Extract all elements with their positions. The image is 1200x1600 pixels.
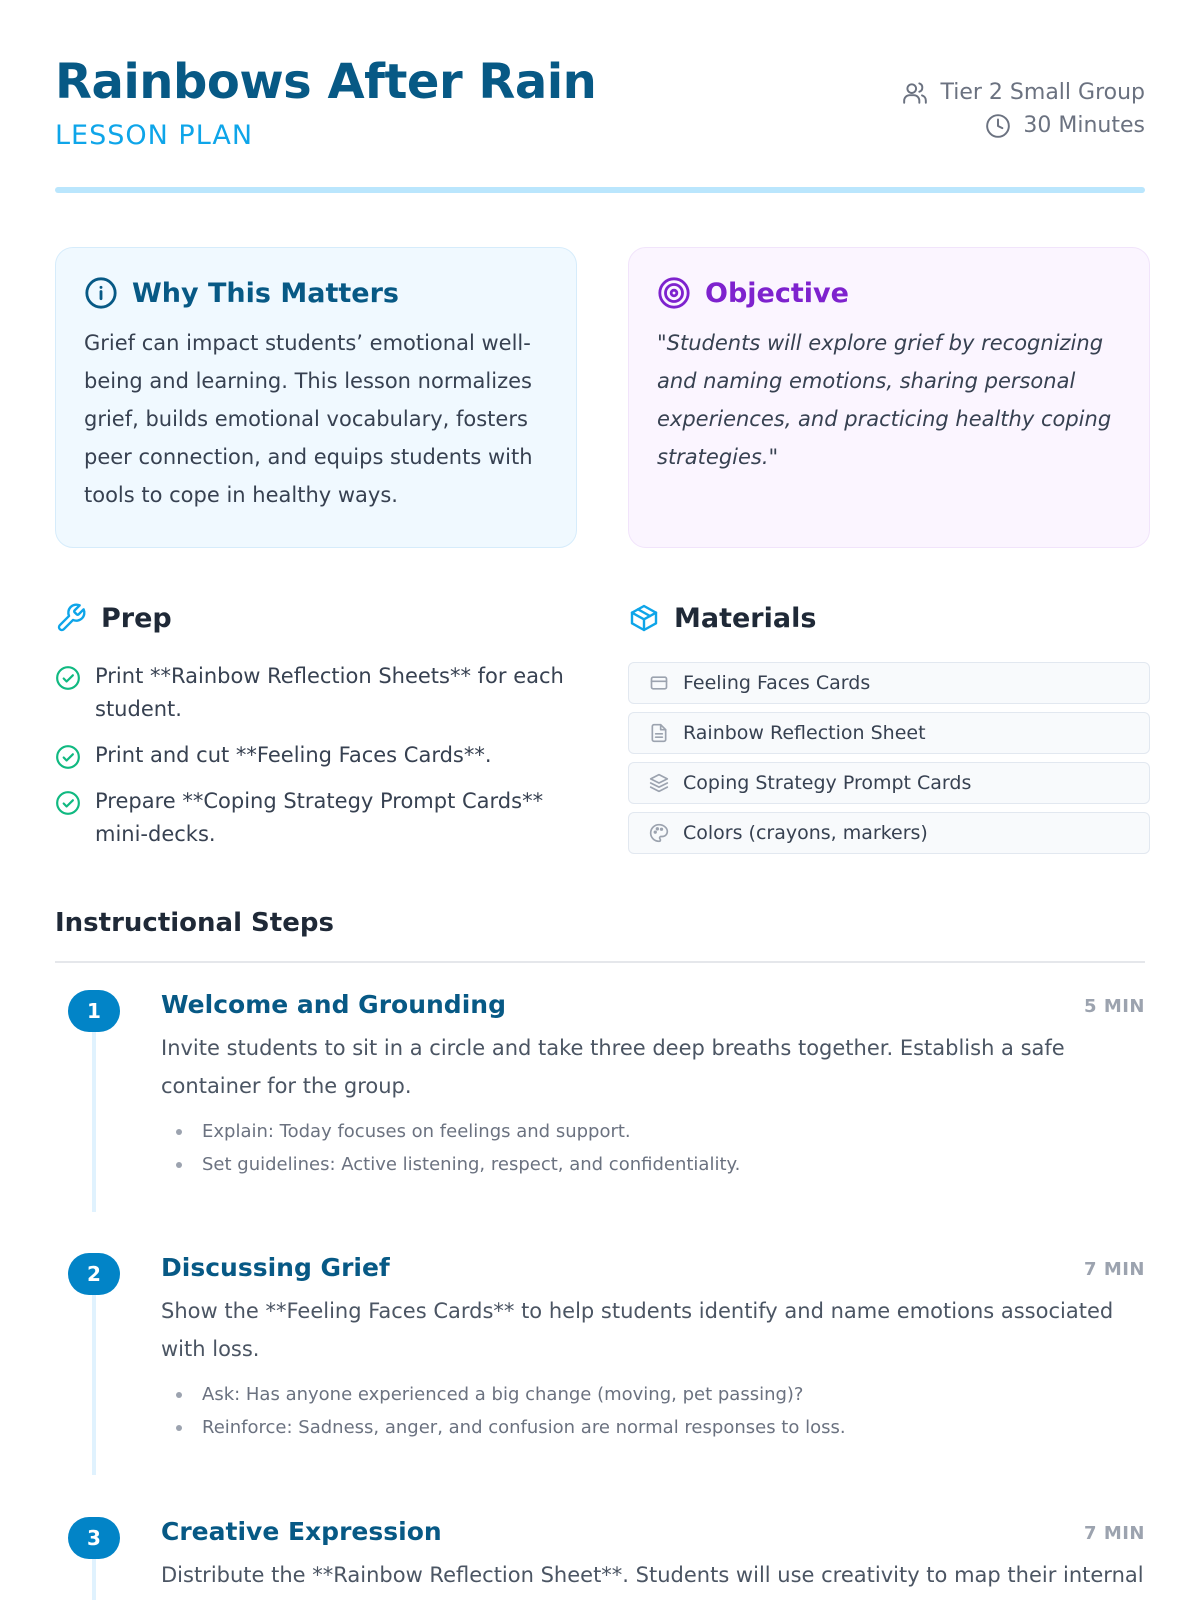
step-duration: 5 MIN	[1084, 996, 1145, 1017]
step-connector	[92, 1557, 96, 1600]
lesson-header	[55, 50, 1145, 196]
prep-item-text: Prepare **Coping Strategy Prompt Cards** mini-decks.	[95, 789, 544, 846]
palette-icon	[649, 823, 669, 843]
check-circle-icon	[55, 665, 81, 691]
step-description: Distribute the **Rainbow Reflection Sheet**. Students will use creativity to map their internal	[161, 1563, 1144, 1587]
step-connector	[92, 1293, 96, 1475]
objective-body: "Students will explore grief by recognizing and naming emotions, sharing personal experiences, and practicing healthy coping strategies."	[657, 331, 1112, 469]
page-subtitle: LESSON PLAN	[55, 120, 254, 151]
step-item	[55, 1517, 1145, 1600]
step-item	[55, 990, 1145, 1230]
prep-item	[55, 739, 575, 772]
step-number-badge: 1	[68, 990, 120, 1032]
wrench-icon	[55, 602, 87, 634]
step-description: Invite students to sit in a circle and take three deep breaths together. Establish a safe container for the group.	[161, 1036, 1065, 1098]
step-title: Welcome and Grounding	[161, 990, 506, 1019]
objective-title: Objective	[705, 277, 849, 309]
prep-title: Prep	[101, 602, 172, 634]
objective-card	[628, 247, 1150, 548]
material-label: Colors (crayons, markers)	[683, 822, 928, 844]
step-duration: 7 MIN	[1084, 1523, 1145, 1544]
steps-divider	[55, 961, 1145, 963]
prep-item-text: Print **Rainbow Reflection Sheets** for each student.	[95, 664, 564, 721]
step-title: Discussing Grief	[161, 1253, 390, 1282]
step-number-badge: 2	[68, 1253, 120, 1295]
prep-item-text: Print and cut **Feeling Faces Cards**.	[95, 743, 492, 767]
step-connector	[92, 1030, 96, 1212]
material-item	[628, 812, 1150, 854]
why-title: Why This Matters	[132, 277, 399, 309]
step-item	[55, 1253, 1145, 1493]
lesson-meta	[902, 76, 1145, 142]
target-icon	[657, 276, 691, 310]
document-icon	[649, 723, 669, 743]
package-icon	[628, 602, 660, 634]
step-duration: 7 MIN	[1084, 1259, 1145, 1280]
users-icon	[902, 80, 928, 106]
step-bullet: Ask: Has anyone experienced a big change (moving, pet passing)?	[161, 1378, 1145, 1411]
material-item	[628, 712, 1150, 754]
duration-meta	[902, 109, 1145, 142]
materials-title: Materials	[674, 602, 817, 634]
header-divider	[55, 187, 1145, 193]
prep-header	[55, 602, 172, 634]
check-circle-icon	[55, 790, 81, 816]
info-icon	[84, 276, 118, 310]
material-label: Feeling Faces Cards	[683, 672, 871, 694]
steps-title: Instructional Steps	[55, 908, 334, 938]
group-label: Tier 2 Small Group	[940, 80, 1145, 105]
material-label: Coping Strategy Prompt Cards	[683, 772, 972, 794]
step-bullet: Set guidelines: Active listening, respect, and confidentiality.	[161, 1148, 1145, 1181]
page-title: Rainbows After Rain	[55, 54, 597, 110]
material-item	[628, 762, 1150, 804]
step-title: Creative Expression	[161, 1517, 442, 1546]
material-item	[628, 662, 1150, 704]
prep-item	[55, 660, 575, 726]
duration-label: 30 Minutes	[1023, 113, 1145, 138]
materials-list	[628, 662, 1150, 862]
prep-item	[55, 785, 575, 851]
why-card	[55, 247, 577, 548]
why-body: Grief can impact students’ emotional well-being and learning. This lesson normalizes grief, builds emotional vocabulary, fosters peer connection, and equips students with tools to cope in healthy ways.	[84, 331, 533, 507]
step-bullet: Reinforce: Sadness, anger, and confusion are normal responses to loss.	[161, 1411, 1145, 1444]
material-label: Rainbow Reflection Sheet	[683, 722, 926, 744]
group-meta	[902, 76, 1145, 109]
prep-list	[55, 660, 575, 864]
step-bullet: Explain: Today focuses on feelings and support.	[161, 1115, 1145, 1148]
card-icon	[649, 673, 669, 693]
clock-icon	[985, 113, 1011, 139]
step-bullets	[161, 1115, 1145, 1181]
materials-header	[628, 602, 816, 634]
step-bullets	[161, 1378, 1145, 1444]
step-description: Show the **Feeling Faces Cards** to help students identify and name emotions associated with loss.	[161, 1299, 1114, 1361]
step-number-badge: 3	[68, 1517, 120, 1559]
layers-icon	[649, 773, 669, 793]
check-circle-icon	[55, 744, 81, 770]
